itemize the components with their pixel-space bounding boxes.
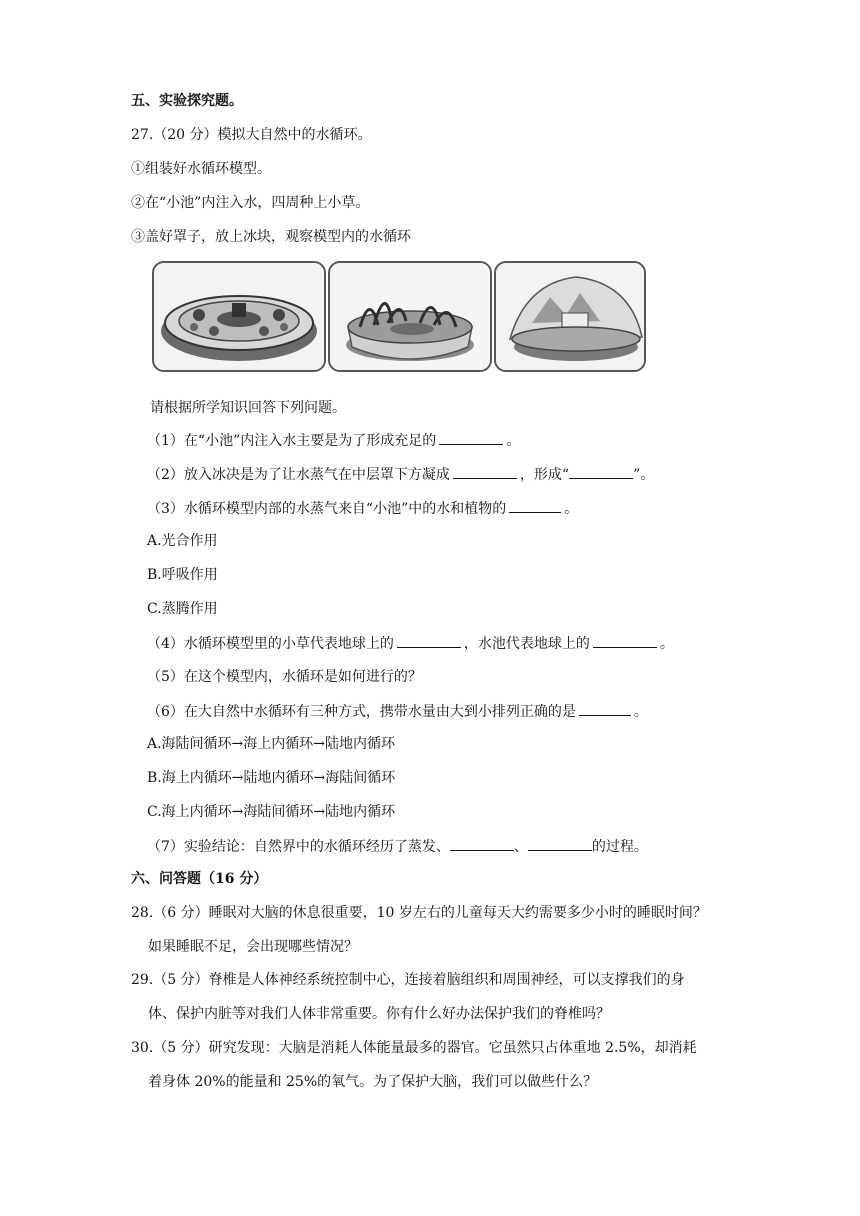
- q27-part-3: [147, 498, 578, 519]
- q27-part-6: [147, 701, 648, 722]
- q27-p6-option-a: A.海陆间循环→海上内循环→陆地内循环: [147, 736, 396, 752]
- q29-line-2: 体、保护内脏等对我们人体非常重要。你有什么好办法保护我们的脊椎吗？: [148, 1006, 610, 1022]
- answer-blank[interactable]: [579, 701, 631, 716]
- photo-model-assembled: [152, 261, 326, 372]
- photo-covered-with-ice: [494, 261, 646, 372]
- q27-p3-option-c: C.蒸腾作用: [147, 601, 218, 617]
- q28-line-2: 如果睡眠不足，会出现哪些情况？: [148, 939, 358, 955]
- q28-line-1: 28.（6 分）睡眠对大脑的休息很重要，10 岁左右的儿童每天大约需要多少小时的睡眠时间？: [131, 905, 707, 921]
- q27-p6-option-c: C.海上内循环→海陆间循环→陆地内循环: [147, 804, 396, 820]
- answer-blank[interactable]: [509, 498, 561, 513]
- q30-line-2: 着身体 20%的能量和 25%的氧气。为了保护大脑，我们可以做些什么？: [148, 1074, 598, 1090]
- q27-part-4-mid: ，水池代表地球上的: [463, 636, 590, 652]
- q27-p6-option-b: B.海上内循环→陆地内循环→海陆间循环: [147, 770, 396, 786]
- q27-part-7-end: 的过程。: [591, 839, 648, 855]
- q27-part-5: （5）在这个模型内，水循环是如何进行的？: [147, 669, 422, 685]
- answer-blank[interactable]: [569, 464, 633, 479]
- q27-part-1-end: 。: [506, 433, 521, 449]
- q27-step-2: ②在“小池”内注入水，四周种上小草。: [131, 195, 370, 211]
- q27-part-7: [147, 836, 648, 857]
- q27-part-2: [147, 464, 654, 485]
- q27-part-4-text: （4）水循环模型里的小草代表地球上的: [147, 636, 394, 652]
- q27-intro: 请根据所学知识回答下列问题。: [150, 400, 346, 416]
- q27-part-4: [147, 633, 674, 654]
- q27-part-3-text: （3）水循环模型内部的水蒸气来自“小池”中的水和植物的: [147, 501, 507, 517]
- q30-line-1: 30.（5 分）研究发现：大脑是消耗人体能量最多的器官。它虽然只占体重地 2.5%，却消耗: [131, 1040, 697, 1056]
- answer-blank[interactable]: [397, 633, 461, 648]
- q27-part-1-text: （1）在“小池”内注入水主要是为了形成充足的: [147, 433, 437, 449]
- answer-blank[interactable]: [439, 430, 503, 445]
- water-cycle-tray-illustration: [154, 263, 324, 370]
- q27-step-1: ①组装好水循环模型。: [131, 161, 271, 177]
- answer-blank[interactable]: [528, 836, 592, 851]
- section5-heading: 五、实验探究题。: [131, 93, 243, 109]
- q27-part-3-end: 。: [564, 501, 579, 517]
- q27-part-1: [147, 430, 520, 451]
- answer-blank[interactable]: [450, 836, 514, 851]
- q27-step-3: ③盖好罩子，放上冰块，观察模型内的水循环: [131, 229, 411, 245]
- q29-line-1: 29.（5 分）脊椎是人体神经系统控制中心，连接着脑组织和周围神经，可以支撑我们的身: [131, 972, 685, 988]
- q27-part-2-end: ”。: [633, 467, 655, 483]
- q27-title: 27.（20 分）模拟大自然中的水循环。: [131, 127, 372, 143]
- q27-part-2-text: （2）放入冰决是为了让水蒸气在中层罩下方凝成: [147, 467, 450, 483]
- answer-blank[interactable]: [453, 464, 517, 479]
- photo-pool-with-grass: [328, 261, 492, 372]
- section6-heading: 六、问答题（16 分）: [131, 871, 268, 887]
- q27-p3-option-b: B.呼吸作用: [147, 567, 218, 583]
- q27-part-4-end: 。: [659, 636, 674, 652]
- pool-grass-illustration: [330, 263, 490, 370]
- q27-p3-option-a: A.光合作用: [147, 533, 218, 549]
- q27-part-6-text: （6）在大自然中水循环有三种方式，携带水量由大到小排列正确的是: [147, 704, 576, 720]
- q27-part-7-mid: 、: [513, 839, 528, 855]
- covered-model-illustration: [496, 263, 644, 370]
- answer-blank[interactable]: [593, 633, 657, 648]
- q27-part-7-text: （7）实验结论：自然界中的水循环经历了蒸发、: [147, 839, 450, 855]
- q27-part-2-mid: ，形成“: [519, 467, 570, 483]
- q27-part-6-end: 。: [633, 704, 648, 720]
